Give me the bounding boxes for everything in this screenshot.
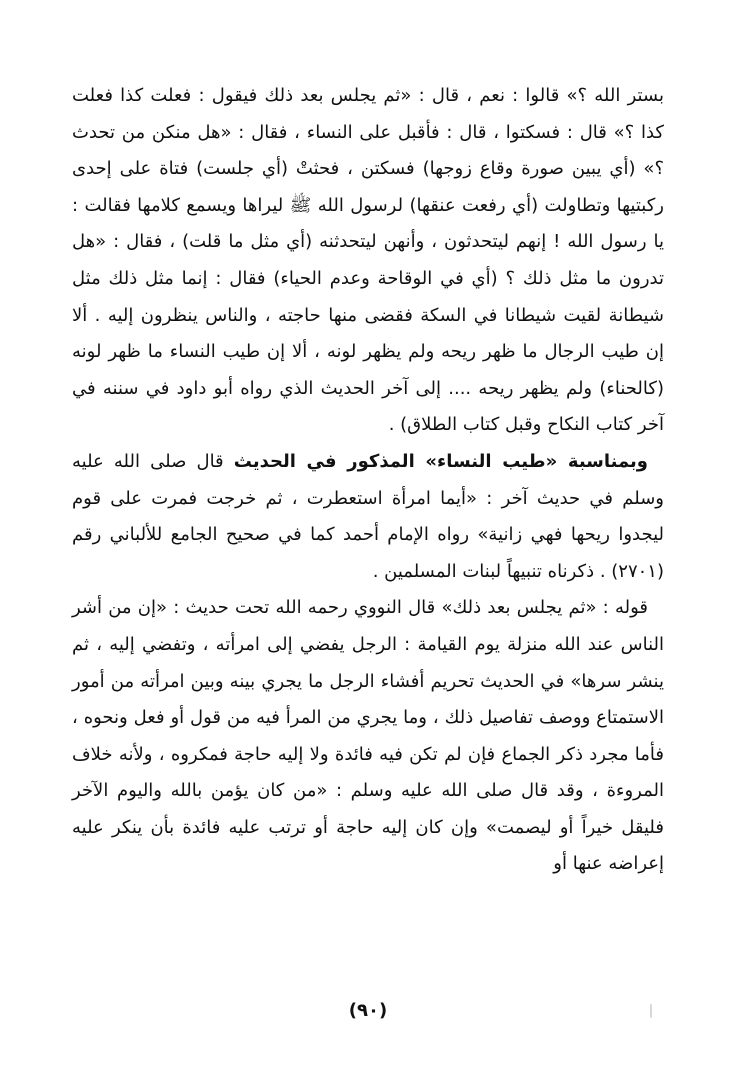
occasion-rest: قال صلى الله عليه وسلم في حديث آخر : «أيما امرأة استعطرت ، ثم خرجت فمرت على قوم ليجدوا ريحها فهي زانية» رواه الإمام أحمد كما في صحيح الجامع للألباني رقم (٢٧٠١) . ذكرناه تنبيهاً لبنات المسلمين . xyxy=(72,450,664,582)
occasion-bold-lead: وبمناسبة «طيب النساء» المذكور في الحديث xyxy=(233,450,648,472)
nawawi-commentary-paragraph: قوله : «ثم يجلس بعد ذلك» قال النووي رحمه الله تحت حديث : «إن من أشر الناس عند الله منزلة يوم القيامة : الرجل يفضي إلى امرأته ، وتفضي إليه ، ثم ينشر سرها» في الحديث تحريم أفشاء الرجل ما يجري بينه وبين امرأته من أمور الاستمتاع ووصف تفاصيل ذلك ، وما يجري من المرأ فيه من قول أو فعل ونحوه ، فأما مجرد ذكر الجماع فإن لم تكن فيه فائدة ولا إليه حاجة فمكروه ، ولأنه خلاف المروءة ، وقد قال صلى الله عليه وسلم : «من كان يؤمن بالله واليوم الآخر فليقل خيراً أو ليصمت» وإن كان إليه حاجة أو ترتب عليه فائدة بأن ينكر عليه إعراضه عنها أو xyxy=(72,597,664,875)
body-text xyxy=(72,78,664,883)
occasion-paragraph xyxy=(72,444,664,590)
hadith-paragraph: بستر الله ؟» قالوا : نعم ، قال : «ثم يجلس بعد ذلك فيقول : فعلت كذا فعلت كذا ؟» قال : فسكتوا ، قال : فأقبل على النساء ، فقال : «هل منكن من تحدث ؟» (أي يبين صورة وقاع زوجها) فسكتن ، فحثتْ (أي جلست) فتاة على إحدى ركبتيها وتطاولت (أي رفعت عنقها) لرسول الله ﷺ ليراها ويسمع كلامها فقالت : يا رسول الله ! إنهم ليتحدثون ، وأنهن ليتحدثنه (أي مثل ما قلت) ، فقال : «هل تدرون ما مثل ذلك ؟ (أي في الوقاحة وعدم الحياء) فقال : إنما مثل ذلك مثل شيطانة لقيت شيطانا في السكة فقضى منها حاجته ، والناس ينظرون إليه . ألا إن طيب الرجال ما ظهر ريحه ولم يظهر لونه ، ألا إن طيب النساء ما ظهر لونه (كالحناء) ولم يظهر ريحه .... إلى آخر الحديث الذي رواه أبو داود في سننه في آخر كتاب النكاح وقبل كتاب الطلاق) . xyxy=(72,85,664,436)
scan-speck xyxy=(650,1004,652,1018)
page-number: (٩٠) xyxy=(348,1000,388,1021)
